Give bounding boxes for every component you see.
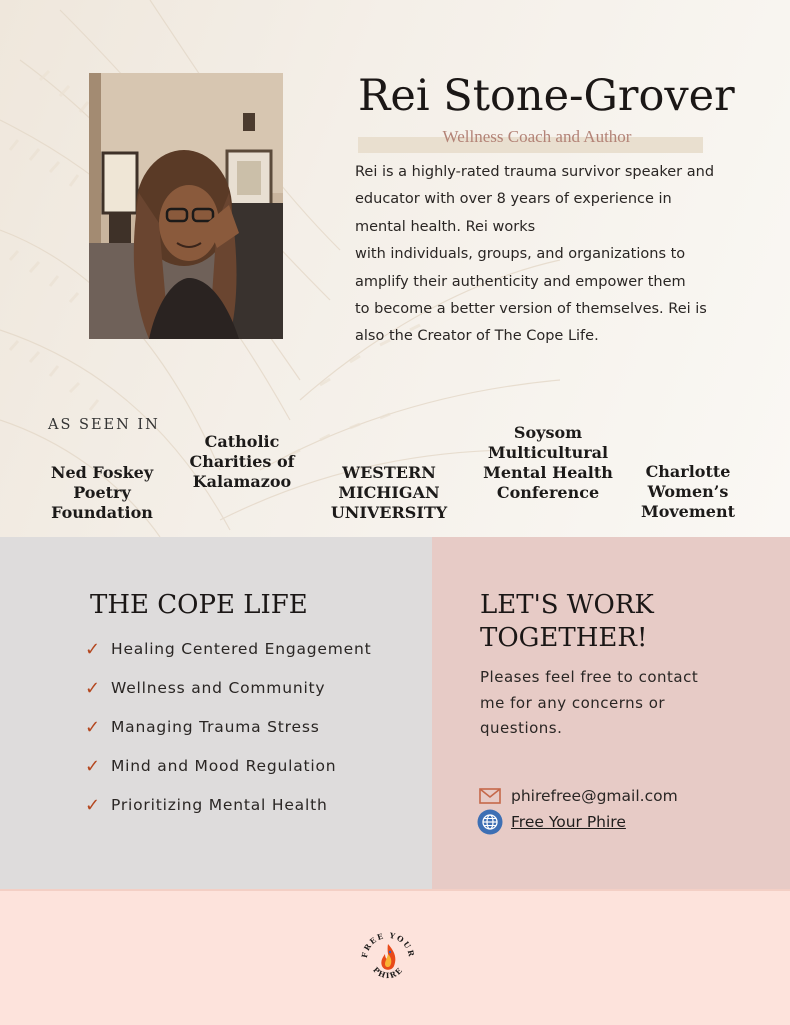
- checkmark-icon: ✓: [85, 639, 101, 660]
- cope-life-list: [85, 640, 372, 835]
- website-link[interactable]: Free Your Phire: [511, 813, 626, 831]
- as-seen-in-label: AS SEEN IN: [48, 417, 160, 433]
- logo-text-top: FREE YOUR: [359, 930, 417, 959]
- org-ned-foskey: Ned Foskey Poetry Foundation: [50, 463, 154, 522]
- person-name: Rei Stone-Grover: [358, 71, 735, 121]
- checkmark-icon: ✓: [85, 717, 101, 738]
- person-role: Wellness Coach and Author: [442, 127, 632, 146]
- email-address[interactable]: phirefree@gmail.com: [511, 787, 678, 805]
- bio-paragraph: Rei is a highly-rated trauma survivor speaker and educator with over 8 years of experience in mental health. Rei works with individuals, groups, and organizations to amplify their authenticity and empower them to become a better version of themselves. Rei is also the Creator of The Cope Life.: [355, 164, 715, 345]
- portrait-illustration: [89, 73, 283, 339]
- checkmark-icon: ✓: [85, 756, 101, 777]
- org-western-michigan: WESTERN MICHIGAN UNIVERSITY: [330, 463, 448, 522]
- list-item: ✓ Wellness and Community: [85, 678, 326, 699]
- list-item: ✓ Mind and Mood Regulation: [85, 756, 337, 777]
- profile-photo: [89, 73, 283, 339]
- contact-message: Pleases feel free to contact me for any concerns or questions.: [480, 668, 699, 737]
- globe-icon: [476, 810, 504, 834]
- list-item: ✓ Managing Trauma Stress: [85, 717, 320, 738]
- logo-text-bottom: PHIRE: [371, 965, 405, 981]
- org-catholic-charities: Catholic Charities of Kalamazoo: [189, 432, 295, 491]
- mail-icon: [476, 784, 504, 808]
- website-row[interactable]: [476, 810, 626, 834]
- checkmark-icon: ✓: [85, 678, 101, 699]
- flame-icon: [381, 944, 395, 970]
- list-item: ✓ Prioritizing Mental Health: [85, 795, 328, 816]
- email-row[interactable]: [476, 784, 678, 808]
- free-your-phire-logo: [359, 930, 417, 988]
- checkmark-icon: ✓: [85, 795, 101, 816]
- cope-life-title: THE COPE LIFE: [90, 590, 308, 620]
- org-charlotte-womens: Charlotte Women’s Movement: [641, 462, 735, 521]
- list-item: ✓ Healing Centered Engagement: [85, 639, 372, 660]
- org-soysom-conference: Soysom Multicultural Mental Health Conference: [483, 423, 613, 502]
- contact-title: LET'S WORK TOGETHER!: [480, 590, 654, 653]
